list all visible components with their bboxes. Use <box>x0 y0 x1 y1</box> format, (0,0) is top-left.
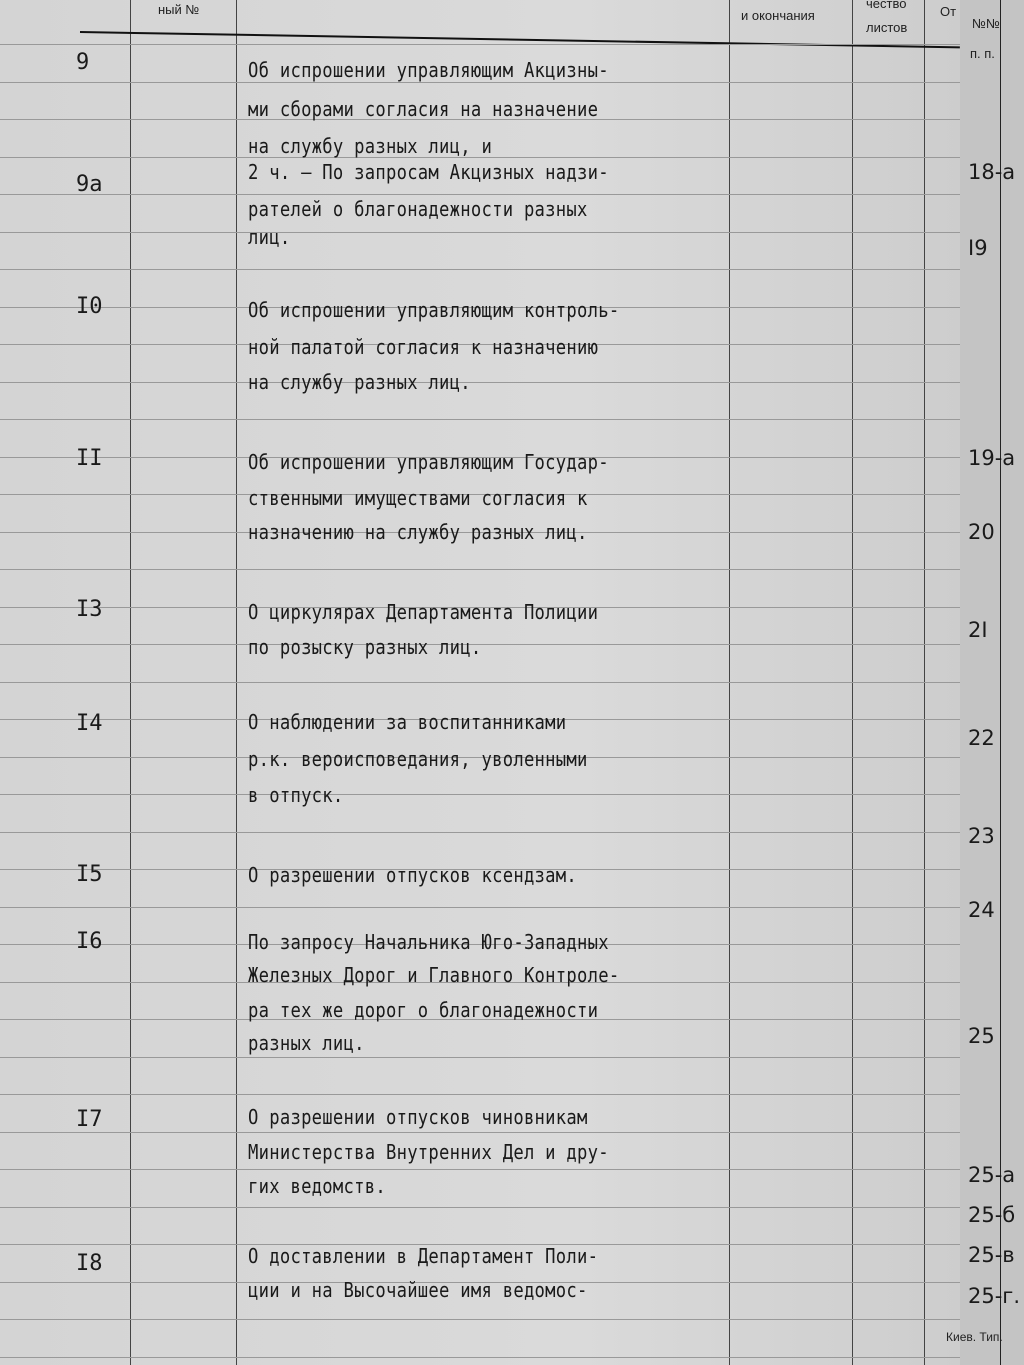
header-col-sheets-top: чество <box>866 0 907 11</box>
entry-title-line: Об испрошении управляющим контроль- <box>248 298 620 322</box>
ruled-line <box>0 1132 960 1133</box>
entry-title-line: ственными имуществами согласия к <box>248 486 588 510</box>
entry-title-line: назначению на службу разных лиц. <box>248 520 588 544</box>
ruled-line <box>0 682 960 683</box>
entry-title-line: О доставлении в Департамент Поли- <box>248 1244 599 1268</box>
entry-title-line: лиц. <box>248 225 291 249</box>
next-page-entry-number: 25-б <box>968 1203 1016 1227</box>
ruled-line <box>0 1057 960 1058</box>
right-header: №№ <box>972 16 1000 31</box>
next-page-entry-number: 25 <box>968 1024 995 1048</box>
entry-title-line: ной палатой согласия к назначению <box>248 335 599 359</box>
entry-title-line: гих ведомств. <box>248 1174 386 1198</box>
ruled-line <box>0 44 960 45</box>
ruled-line <box>0 794 960 795</box>
entry-title-line: О разрешении отпусков чиновникам <box>248 1105 588 1129</box>
entry-title-line: на службу разных лиц, и <box>248 134 493 158</box>
right-header-sub: п. п. <box>970 46 995 61</box>
ruled-line <box>0 907 960 908</box>
ruled-line <box>0 269 960 270</box>
next-page-entry-number: 19-а <box>968 446 1016 470</box>
entry-title-line: О разрешении отпусков ксендзам. <box>248 863 578 887</box>
entry-title-line: О наблюдении за воспитанниками <box>248 710 567 734</box>
entry-number: I7 <box>76 1107 103 1132</box>
printer-footer: Киев. Тип. <box>946 1330 1003 1344</box>
next-page-entry-number: 24 <box>968 898 995 922</box>
next-page-entry-number: 2I <box>968 618 988 642</box>
entry-title-line: Министерства Внутренних Дел и дру- <box>248 1140 609 1164</box>
entry-number: 9 <box>76 50 90 75</box>
entry-number: I4 <box>76 711 103 736</box>
entry-number: I3 <box>76 597 103 622</box>
entry-title-line: По запросу Начальника Юго-Западных <box>248 930 609 954</box>
entry-number: I8 <box>76 1251 103 1276</box>
next-page-entry-number: 22 <box>968 726 995 750</box>
entry-title-line: рателей о благонадежности разных <box>248 197 588 221</box>
entry-number: 9а <box>76 172 103 197</box>
entry-title-line: О циркулярах Департамента Полиции <box>248 600 599 624</box>
ruled-line <box>0 232 960 233</box>
ruled-line <box>0 569 960 570</box>
entry-number: I0 <box>76 294 103 319</box>
header-col-notes: От <box>940 4 957 19</box>
next-page-entry-number: 18-а <box>968 160 1016 184</box>
ruled-line <box>0 1094 960 1095</box>
ruled-line <box>0 194 960 195</box>
entry-title-line: ми сборами согласия на назначение <box>248 97 599 121</box>
entry-title-line: ра тех же дорог о благонадежности <box>248 998 599 1022</box>
ruled-line <box>0 1169 960 1170</box>
next-page-entry-number: I9 <box>968 236 988 260</box>
next-page-entry-number: 23 <box>968 824 995 848</box>
ruled-line <box>0 832 960 833</box>
entry-title-line: на службу разных лиц. <box>248 370 471 394</box>
entry-title-line: Железных Дорог и Главного Контроле- <box>248 963 620 987</box>
ruled-line <box>0 382 960 383</box>
entry-number: I6 <box>76 929 103 954</box>
ruled-line <box>0 419 960 420</box>
ruled-line <box>0 1207 960 1208</box>
entry-number: I5 <box>76 862 103 887</box>
ruled-line <box>0 1357 960 1358</box>
next-page-entry-number: 20 <box>968 520 995 544</box>
entry-title-line: по розыску разных лиц. <box>248 635 482 659</box>
next-page-entry-number: 25-в <box>968 1243 1015 1267</box>
entry-title-line: ции и на Высочайшее имя ведомос- <box>248 1278 588 1302</box>
header-col-number: ный № <box>158 2 200 17</box>
entry-title-line: Об испрошении управляющим Акцизны- <box>248 58 609 82</box>
next-page-entry-number: 25-а <box>968 1163 1016 1187</box>
entry-title-line: разных лиц. <box>248 1031 365 1055</box>
next-page-entry-number: 25-г. <box>968 1284 1021 1308</box>
ruled-line <box>0 1319 960 1320</box>
header-col-end-date: и окончания <box>741 8 815 23</box>
entry-title-line: в отпуск. <box>248 783 344 807</box>
entry-title-line: 2 ч. – По запросам Акцизных надзи- <box>248 160 609 184</box>
next-page-edge <box>960 0 1024 1365</box>
ruled-line <box>0 82 960 83</box>
entry-title-line: р.к. вероисповедания, уволенными <box>248 747 588 771</box>
entry-title-line: Об испрошении управляющим Государ- <box>248 450 609 474</box>
column-divider <box>1000 0 1001 1365</box>
entry-number: II <box>76 446 103 471</box>
header-col-sheets-bottom: листов <box>866 20 908 35</box>
